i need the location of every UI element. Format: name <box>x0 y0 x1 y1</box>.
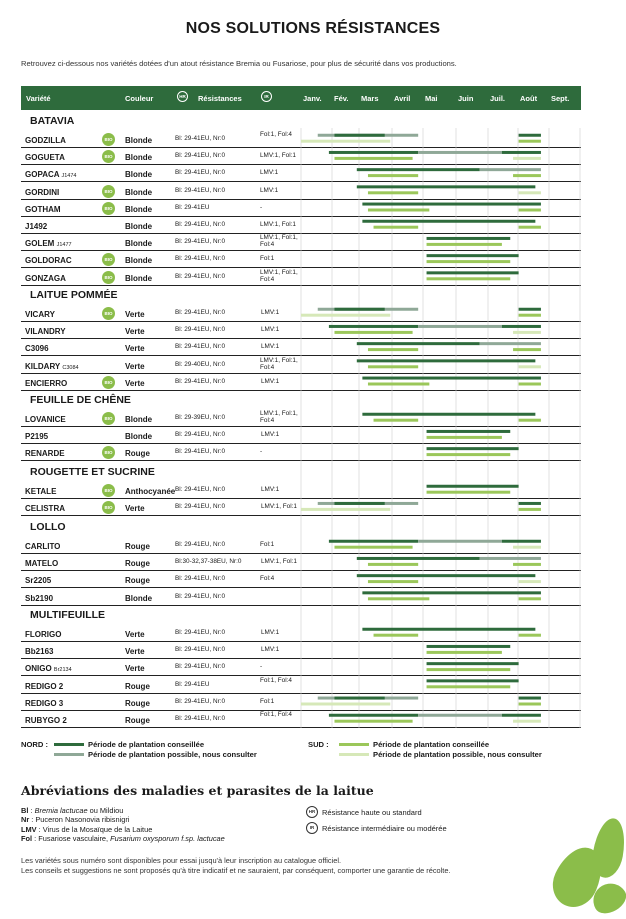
note-1: Les variétés sous numéro sont disponibles pour essai jusqu'à leur inscription au catalogue officiel. <box>21 856 342 865</box>
variety-tolerances: LMV:1 <box>261 629 280 636</box>
variety-resistances: Bl: 29-41EU, Nr:0 <box>175 377 226 385</box>
table-row <box>21 183 581 200</box>
col-couleur: Couleur <box>125 94 154 103</box>
variety-color: Verte <box>125 361 145 371</box>
variety-tolerances: LMV:1 <box>261 646 280 654</box>
variety-resistances: Bl: 29-41EU, Nr:0 <box>175 326 226 334</box>
table-row <box>21 234 581 251</box>
hr-legend-icon: HR <box>306 806 318 818</box>
variety-tolerances: LMV:1 <box>261 343 280 351</box>
section-title: MULTIFEUILLE <box>30 609 106 621</box>
variety-color: Verte <box>125 327 145 337</box>
variety-name: Sb2190 <box>25 593 54 603</box>
variety-tolerances: - <box>260 448 263 456</box>
variety-name: REDIGO 3 <box>25 698 64 708</box>
variety-name: J1492 <box>25 222 48 231</box>
variety-name: GOPACA J1474 <box>25 170 77 180</box>
table-row <box>21 374 581 391</box>
table-row <box>21 589 581 606</box>
variety-color: Blonde <box>125 153 153 163</box>
table-row <box>21 642 581 659</box>
variety-tolerances: LMV:1 <box>261 326 280 334</box>
variety-tolerances: LMV:1, Fol:1 <box>261 558 297 566</box>
leaf-decoration <box>589 816 626 880</box>
legend-nord-possible: Période de plantation possible, nous consulter <box>88 750 257 759</box>
legend-nord-conseillee: Période de plantation conseillée <box>88 740 205 749</box>
variety-resistances: Bl: 29-41EU, Nr:0 <box>175 448 226 456</box>
variety-resistances: Bl: 29-40EU, Nr:0 <box>175 360 226 368</box>
table-row <box>21 251 581 268</box>
variety-color: Anthocyanée <box>125 487 176 496</box>
variety-tolerances: - <box>260 663 263 671</box>
variety-resistances: Bl: 29-41EU, Nr:0 <box>175 169 226 177</box>
table-row <box>21 269 581 286</box>
ir-legend-icon: IR <box>306 822 318 834</box>
variety-color: Rouge <box>125 449 150 459</box>
variety-resistances: Bl: 29-41EU, Nr:0 <box>175 503 226 511</box>
variety-resistances: Bl: 29-41EU, Nr:0 <box>175 431 226 439</box>
variety-tolerances: LMV:1, Fol:1, Fol:4 <box>260 268 298 283</box>
variety-resistances: Bl: 29-41EU <box>175 203 210 211</box>
variety-name: GOLEM J1477 <box>25 239 72 249</box>
abbr-bl: Bl : Bremia lactucae ou Mildiou <box>21 806 124 815</box>
bio-badge-icon: BIO <box>102 446 115 459</box>
section-title: FEUILLE DE CHÊNE <box>30 394 131 406</box>
table-row <box>21 131 581 148</box>
abbr-lmv: LMV : Virus de la Mosaïque de la Laitue <box>21 825 153 834</box>
variety-name: VICARY <box>25 310 55 319</box>
variety-resistances: Bl: 29-41EU, Nr:0 <box>175 592 226 600</box>
variety-name: ONIGO Br2134 <box>25 664 72 674</box>
month-header: Juin <box>458 94 474 103</box>
variety-color: Blonde <box>125 204 153 214</box>
variety-name: C3096 <box>25 344 49 354</box>
table-row <box>21 677 581 694</box>
table-row <box>21 571 581 588</box>
variety-tolerances: LMV:1 <box>260 169 279 177</box>
variety-name: VILANDRY <box>25 327 66 337</box>
bio-badge-icon: BIO <box>102 271 115 284</box>
variety-tolerances: LMV:1, Fol:1 <box>260 221 296 228</box>
bio-badge-icon: BIO <box>102 185 115 198</box>
legend-sud-label: SUD : <box>308 740 329 749</box>
variety-name: ENCIERRO <box>25 378 68 388</box>
legend-sud-conseillee-line <box>339 743 369 746</box>
variety-name: RENARDE <box>25 449 65 459</box>
ir-badge-icon: IR <box>261 91 272 102</box>
variety-resistances: Bl: 29-41EU, Nr:0 <box>175 575 226 583</box>
variety-resistances: Bl: 29-41EU, Nr:0 <box>175 646 226 654</box>
variety-color: Rouge <box>125 576 150 586</box>
variety-name: RUBYGO 2 <box>25 716 67 725</box>
month-header: Janv. <box>303 94 322 103</box>
variety-name: GONZAGA <box>25 273 66 283</box>
abbreviations-title: Abréviations des maladies et parasites de la laitue <box>21 783 374 798</box>
variety-color: Blonde <box>125 593 153 603</box>
variety-name: GOLDORAC <box>25 256 72 266</box>
bio-badge-icon: BIO <box>102 307 115 320</box>
variety-resistances: Bl: 29-41EU, Nr:0 <box>175 255 226 263</box>
bio-badge-icon: BIO <box>102 412 115 425</box>
variety-color: Verte <box>125 504 145 514</box>
variety-tolerances: Fol:1 <box>260 541 275 548</box>
table-row <box>21 537 581 554</box>
variety-tolerances: LMV:1 <box>261 431 280 439</box>
variety-color: Rouge <box>125 559 150 569</box>
variety-color: Blonde <box>125 170 153 180</box>
bio-badge-icon: BIO <box>102 376 115 389</box>
variety-resistances: Bl: 29-41EU, Nr:0 <box>175 486 226 493</box>
variety-tolerances: LMV:1, Fol:1, Fol:4 <box>260 234 298 249</box>
variety-resistances: Bl: 29-41EU, Nr:0 <box>175 663 226 671</box>
variety-tolerances: Fol:1 <box>260 697 275 705</box>
variety-tolerances: Fol:4 <box>260 575 275 583</box>
col-resistances: Résistances <box>198 94 242 103</box>
section-title: ROUGETTE ET SUCRINE <box>30 466 155 478</box>
legend-sud-conseillee: Période de plantation conseillée <box>373 740 490 749</box>
variety-tolerances: LMV:1 <box>261 486 280 493</box>
variety-resistances: Bl:30-32,37-38EU, Nr:0 <box>175 558 242 566</box>
table-row <box>21 711 581 728</box>
abbr-nr: Nr : Puceron Nasonovia ribisnigri <box>21 815 130 824</box>
legend-nord-label: NORD : <box>21 740 48 749</box>
variety-tolerances: LMV:1 <box>261 377 280 385</box>
variety-color: Rouge <box>125 542 150 551</box>
table-header <box>21 86 581 110</box>
legend-nord-conseillee-line <box>54 743 84 746</box>
variety-tolerances: - <box>260 203 263 211</box>
variety-name: MATELO <box>25 559 59 569</box>
month-header: Juil. <box>490 94 506 103</box>
table-row <box>21 305 581 322</box>
variety-name: FLORIGO <box>25 630 62 639</box>
table-row <box>21 482 581 499</box>
bio-badge-icon: BIO <box>102 484 115 497</box>
variety-name: KILDARY C3084 <box>25 361 79 371</box>
table-row <box>21 499 581 516</box>
variety-resistances: Bl: 29-41EU, Nr:0 <box>175 272 226 280</box>
bio-badge-icon: BIO <box>102 501 115 514</box>
month-header: Mars <box>361 94 379 103</box>
ir-legend: IR Résistance intermédiaire ou modérée <box>306 824 447 833</box>
variety-color: Blonde <box>125 222 153 231</box>
variety-name: CELISTRA <box>25 504 65 514</box>
table-row <box>21 444 581 461</box>
note-2: Les conseils et suggestions ne sont proposés qu'à titre indicatif et ne sauraient, par conséquent, comporter une garantie de récolte. <box>21 866 451 875</box>
variety-tolerances: LMV:1, Fol:1, Fol:4 <box>260 356 298 371</box>
variety-name: CARLITO <box>25 542 61 551</box>
month-header: Août <box>520 94 538 103</box>
variety-resistances: Bl: 29-41EU, Nr:0 <box>175 135 226 142</box>
variety-color: Verte <box>125 630 145 639</box>
variety-tolerances: LMV:1 <box>261 309 280 316</box>
hr-badge-icon: HR <box>177 91 188 102</box>
table-row <box>21 554 581 571</box>
variety-color: Verte <box>125 344 145 354</box>
variety-name: LOVANICE <box>25 415 66 424</box>
variety-name: GOGUETA <box>25 153 65 163</box>
variety-resistances: Bl: 29-41EU, Nr:0 <box>175 343 226 351</box>
table-row <box>21 148 581 165</box>
month-header: Fév. <box>334 94 349 103</box>
variety-color: Verte <box>125 647 145 657</box>
legend-sud-possible-line <box>339 753 369 756</box>
legend-sud-possible: Période de plantation possible, nous consulter <box>373 750 542 759</box>
variety-tolerances: Fol:1, Fol:4 <box>260 676 292 684</box>
bio-badge-icon: BIO <box>102 202 115 215</box>
variety-name: Bb2163 <box>25 647 54 657</box>
month-header: Sept. <box>551 94 570 103</box>
table-row <box>21 200 581 217</box>
variety-resistances: Bl: 29-39EU, Nr:0 <box>175 414 226 421</box>
variety-tolerances: Fol:1 <box>260 255 275 263</box>
bio-badge-icon: BIO <box>102 133 115 146</box>
variety-tolerances: Fol:1, Fol:4 <box>260 131 292 138</box>
table-row <box>21 322 581 339</box>
table-row <box>21 625 581 642</box>
variety-name: GODZILLA <box>25 136 66 145</box>
variety-color: Verte <box>125 664 145 674</box>
variety-resistances: Bl: 29-41EU, Nr:0 <box>175 541 226 548</box>
section-title: LOLLO <box>30 521 66 533</box>
month-header: Avril <box>394 94 411 103</box>
variety-color: Blonde <box>125 273 153 283</box>
variety-resistances: Bl: 29-41EU, Nr:0 <box>175 186 226 194</box>
legend-nord-possible-line <box>54 753 84 756</box>
table-row <box>21 339 581 356</box>
page-title: NOS SOLUTIONS RÉSISTANCES <box>185 20 441 37</box>
variety-resistances: Bl: 29-41EU, Nr:0 <box>175 238 226 246</box>
variety-name: KETALE <box>25 487 57 496</box>
variety-resistances: Bl: 29-41EU <box>175 680 210 688</box>
variety-resistances: Bl: 29-41EU, Nr:0 <box>175 715 226 722</box>
variety-tolerances: Fol:1, Fol:4 <box>260 711 292 718</box>
table-row <box>21 427 581 444</box>
variety-name: GOTHAM <box>25 204 61 214</box>
section-title: BATAVIA <box>30 115 75 127</box>
table-row <box>21 410 581 427</box>
hr-legend: HR Résistance haute ou standard <box>306 808 422 817</box>
variety-color: Verte <box>125 378 145 388</box>
intro-text: Retrouvez ci-dessous nos variétés dotées d'un atout résistance Bremia ou Fusariose, pour plus de sécurité dans vos productions. <box>21 59 457 68</box>
variety-resistances: Bl: 29-41EU, Nr:0 <box>175 309 226 316</box>
variety-color: Rouge <box>125 698 150 708</box>
variety-color: Blonde <box>125 415 153 424</box>
variety-resistances: Bl: 29-41EU, Nr:0 <box>175 152 226 160</box>
variety-name: GORDINI <box>25 187 60 197</box>
table-row <box>21 217 581 234</box>
abbr-fol: Fol : Fusariose vasculaire, Fusarium oxysporum f.sp. lactucae <box>21 834 225 843</box>
variety-color: Blonde <box>125 256 153 266</box>
table-row <box>21 659 581 676</box>
variety-color: Rouge <box>125 716 150 725</box>
table-row <box>21 357 581 374</box>
variety-color: Blonde <box>125 239 153 249</box>
month-header: Mai <box>425 94 438 103</box>
bio-badge-icon: BIO <box>102 253 115 266</box>
variety-tolerances: LMV:1 <box>260 186 279 194</box>
variety-color: Blonde <box>125 432 153 442</box>
variety-resistances: Bl: 29-41EU, Nr:0 <box>175 221 226 228</box>
variety-tolerances: LMV:1, Fol:1 <box>261 503 297 511</box>
variety-resistances: Bl: 29-41EU, Nr:0 <box>175 629 226 636</box>
col-variete: Variété <box>26 94 51 103</box>
variety-color: Blonde <box>125 187 153 197</box>
variety-color: Verte <box>125 310 145 319</box>
variety-tolerances: LMV:1, Fol:1 <box>260 152 296 160</box>
variety-name: Sr2205 <box>25 576 52 586</box>
table-row <box>21 694 581 711</box>
section-title: LAITUE POMMÉE <box>30 289 118 301</box>
variety-tolerances: LMV:1, Fol:1, Fol:4 <box>260 410 298 424</box>
table-row <box>21 165 581 182</box>
variety-name: P2195 <box>25 432 49 442</box>
variety-resistances: Bl: 29-41EU, Nr:0 <box>175 697 226 705</box>
variety-name: REDIGO 2 <box>25 681 64 691</box>
bio-badge-icon: BIO <box>102 150 115 163</box>
variety-color: Rouge <box>125 681 150 691</box>
variety-color: Blonde <box>125 136 153 145</box>
